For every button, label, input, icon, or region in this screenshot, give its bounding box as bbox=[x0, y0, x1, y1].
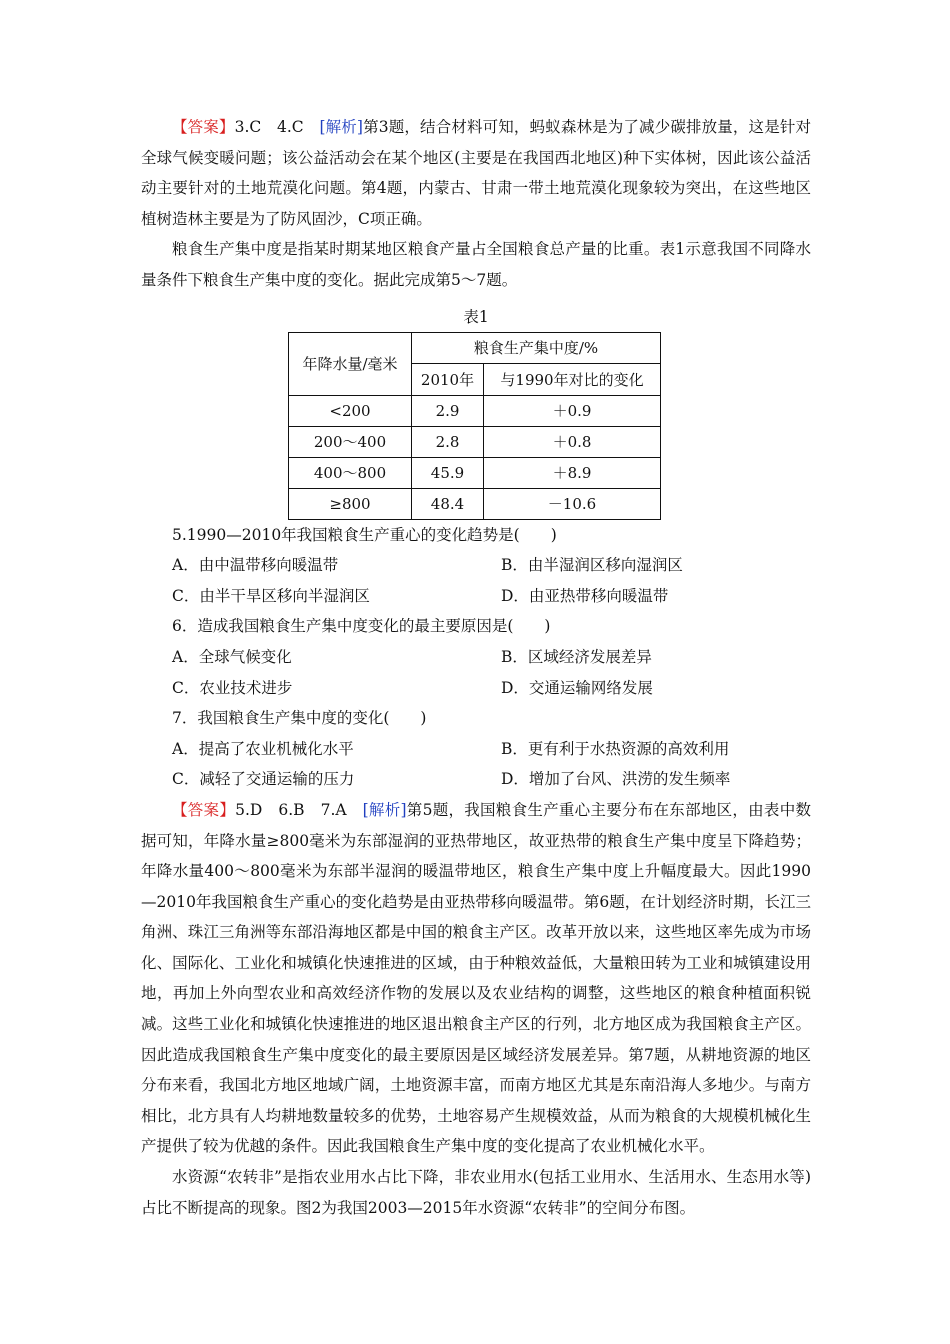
table-caption: 表1 bbox=[463, 307, 489, 326]
question-stem: 6．造成我国粮食生产集中度变化的最主要原因是( ) bbox=[172, 617, 551, 636]
cell-range: 400～800 bbox=[289, 457, 412, 488]
table-row bbox=[289, 395, 661, 426]
option-b: B．由半湿润区移向湿润区 bbox=[501, 556, 683, 575]
answer-tag: 【答案】 bbox=[172, 118, 235, 136]
answer-block-1 bbox=[141, 112, 811, 234]
answer-keys: 3.C 4.C bbox=[234, 118, 320, 136]
cell-2010: 2.8 bbox=[412, 426, 484, 457]
answer-tag: 【答案】 bbox=[172, 800, 236, 819]
option-d: D．增加了台风、洪涝的发生频率 bbox=[501, 770, 731, 789]
analysis-tag: [解析] bbox=[362, 800, 407, 819]
option-d: D．交通运输网络发展 bbox=[501, 678, 653, 697]
cell-change: ＋0.9 bbox=[484, 395, 661, 426]
question-stem: 5.1990—2010年我国粮食生产重心的变化趋势是( ) bbox=[172, 525, 557, 544]
option-d: D．由亚热带移向暖温带 bbox=[501, 586, 669, 605]
question-5 bbox=[141, 520, 811, 612]
option-b: B．更有利于水热资源的高效利用 bbox=[501, 739, 730, 758]
option-a: A．提高了农业机械化水平 bbox=[172, 739, 354, 758]
data-table bbox=[288, 332, 661, 520]
option-row bbox=[141, 642, 811, 673]
option-c: C．农业技术进步 bbox=[172, 678, 293, 697]
table-row bbox=[289, 457, 661, 488]
option-row bbox=[141, 550, 811, 581]
col-header-precip: 年降水量/毫米 bbox=[289, 332, 412, 395]
material-intro: 粮食生产集中度是指某时期某地区粮食产量占全国粮食总产量的比重。表1示意我国不同降水量条件下粮食生产集中度的变化。据此完成第5～7题。 bbox=[141, 240, 811, 289]
cell-change: ＋0.8 bbox=[484, 426, 661, 457]
document-page bbox=[141, 112, 811, 1223]
cell-2010: 45.9 bbox=[412, 457, 484, 488]
answer-block-2 bbox=[141, 795, 811, 1162]
analysis-tag: [解析] bbox=[319, 118, 363, 136]
cell-change: ＋8.9 bbox=[484, 457, 661, 488]
option-row bbox=[141, 764, 811, 795]
col-header-concentration: 粮食生产集中度/% bbox=[412, 332, 661, 364]
answer-keys: 5.D 6.B 7.A bbox=[235, 800, 363, 819]
table-row bbox=[289, 426, 661, 457]
question-stem: 7．我国粮食生产集中度的变化( ) bbox=[172, 709, 427, 728]
closing-material: 水资源“农转非”是指农业用水占比下降，非农业用水(包括工业用水、生活用水、生态用水等)占比不断提高的现象。图2为我国2003—2015年水资源“农转非”的空间分布图。 bbox=[141, 1168, 811, 1217]
table-row bbox=[289, 488, 661, 519]
option-b: B．区域经济发展差异 bbox=[501, 647, 652, 666]
option-a: A．由中温带移向暖温带 bbox=[172, 556, 339, 575]
col-header-2010: 2010年 bbox=[412, 364, 484, 396]
cell-2010: 48.4 bbox=[412, 488, 484, 519]
question-6 bbox=[141, 611, 811, 703]
analysis-text: 第5题，我国粮食生产重心主要分布在东部地区，由表中数据可知，年降水量≥800毫米为东部湿润的亚热带地区，故亚热带的粮食生产集中度呈下降趋势；年降水量400～800毫米为东部半湿润的暖温带地区，粮食生产集中度上升幅度最大。因此1990—2010年我国粮食生产重心的变化趋势是由亚热带移向暖温带。第6题，在计划经济时期，长江三角洲、珠江三角洲等东部沿海地区都是中国的粮食主产区。改革开放以来，这些地区率先成为市场化、国际化、工业化和城镇化快速推进的区域，由于种粮效益低，大量粮田转为工业和城镇建设用地，再加上外向型农业和高效经济作物的发展以及农业结构的调整，这些地区的粮食种植面积锐减。这些工业化和城镇化快速推进的地区退出粮食主产区的行列，北方地区成为我国粮食主产区。因此造成我国粮食生产集中度变化的最主要原因是区域经济发展差异。第7题，从耕地资源的地区分布来看，我国北方地区地域广阔，土地资源丰富，而南方地区尤其是东南沿海人多地少。与南方相比，北方具有人均耕地数量较多的优势，土地容易产生规模效益，从而为粮食的大规模机械化生产提供了较为优越的条件。因此我国粮食生产集中度的变化提高了农业机械化水平。 bbox=[141, 800, 811, 1156]
option-row bbox=[141, 581, 811, 612]
option-row bbox=[141, 673, 811, 704]
col-header-change: 与1990年对比的变化 bbox=[484, 364, 661, 396]
option-a: A．全球气候变化 bbox=[172, 647, 292, 666]
option-row bbox=[141, 734, 811, 765]
cell-range: ≥800 bbox=[289, 488, 412, 519]
cell-range: 200～400 bbox=[289, 426, 412, 457]
question-7 bbox=[141, 703, 811, 795]
option-c: C．减轻了交通运输的压力 bbox=[172, 770, 355, 789]
cell-change: －10.6 bbox=[484, 488, 661, 519]
cell-2010: 2.9 bbox=[412, 395, 484, 426]
option-c: C．由半干旱区移向半湿润区 bbox=[172, 586, 370, 605]
analysis-text: 第3题，结合材料可知，蚂蚁森林是为了减少碳排放量，这是针对全球气候变暖问题；该公益活动会在某个地区(主要是在我国西北地区)种下实体树，因此该公益活动主要针对的土地荒漠化问题。第4题，内蒙古、甘肃一带土地荒漠化现象较为突出，在这些地区植树造林主要是为了防风固沙，C项正确。 bbox=[141, 118, 811, 228]
cell-range: <200 bbox=[289, 395, 412, 426]
